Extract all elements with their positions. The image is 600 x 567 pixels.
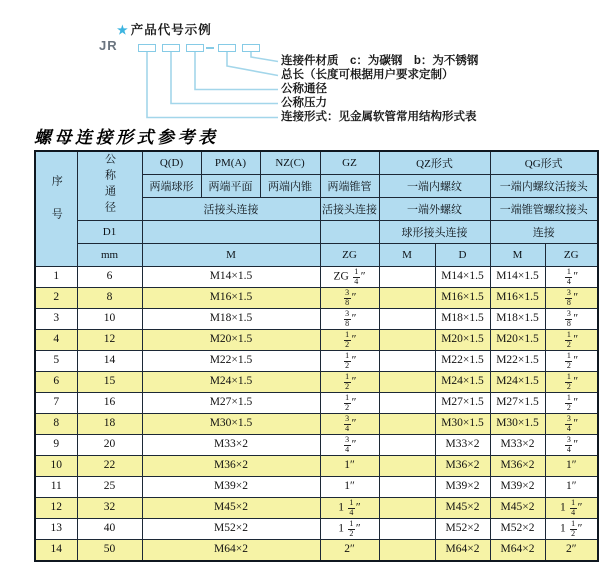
cell-qg-m: M18×1.5 <box>490 309 545 330</box>
header-sub-m: M <box>142 244 320 267</box>
table-row <box>35 414 598 435</box>
diagram-heading-text: 产品代号示例 <box>130 23 212 37</box>
cell-seq: 10 <box>35 456 77 477</box>
cell-m: M18×1.5 <box>142 309 320 330</box>
cell-qg-m: M16×1.5 <box>490 288 545 309</box>
header-col-q: Q(D) <box>142 151 201 175</box>
cell-qz-d: M22×1.5 <box>435 351 490 372</box>
cell-m: M33×2 <box>142 435 320 456</box>
cell-seq: 3 <box>35 309 77 330</box>
cell-m: M14×1.5 <box>142 267 320 288</box>
cell-seq: 6 <box>35 372 77 393</box>
header-unit: mm <box>77 244 142 267</box>
cell-zg: 1 $\frac{1}{4}$ ″ <box>320 498 379 519</box>
cell-zg: $\frac{3}{8}$ ″ <box>320 309 379 330</box>
table-row <box>35 519 598 540</box>
empty-cell <box>142 221 320 244</box>
header-sub-zg: ZG <box>320 244 379 267</box>
cell-qz-d: M24×1.5 <box>435 372 490 393</box>
diagram-label-diameter: 公称通径 <box>281 83 327 95</box>
cell-m: M39×2 <box>142 477 320 498</box>
cell-m: M36×2 <box>142 456 320 477</box>
cell-qz-d: M36×2 <box>435 456 490 477</box>
header-col-nz: NZ(C) <box>260 151 320 175</box>
header-sub-qz-m: M <box>379 244 435 267</box>
cell-qz-m <box>379 330 435 351</box>
header-sub-qz-d: D <box>435 244 490 267</box>
cell-seq: 1 <box>35 267 77 288</box>
header-sub-qg-m: M <box>490 244 545 267</box>
cell-qz-m <box>379 456 435 477</box>
cell-qz-d: M39×2 <box>435 477 490 498</box>
cell-seq: 11 <box>35 477 77 498</box>
cell-dn: 22 <box>77 456 142 477</box>
diagram-heading <box>117 20 212 38</box>
cell-seq: 13 <box>35 519 77 540</box>
table-row <box>35 435 598 456</box>
cell-qg-zg: $\frac{1}{2}$ ″ <box>545 372 598 393</box>
cell-m: M27×1.5 <box>142 393 320 414</box>
cell-zg: 1 $\frac{1}{2}$ ″ <box>320 519 379 540</box>
product-code-prefix: JR <box>99 38 118 53</box>
header-seq: 序号 <box>35 151 77 267</box>
cell-qg-m: M30×1.5 <box>490 414 545 435</box>
table-header <box>35 151 598 267</box>
cell-dn: 25 <box>77 477 142 498</box>
table-row <box>35 267 598 288</box>
header-qz-desc2: 一端外螺纹 <box>379 198 490 221</box>
cell-m: M24×1.5 <box>142 372 320 393</box>
header-qg-conn: 连接 <box>490 221 598 244</box>
diagram-label-length: 总长（长度可根据用户要求定制） <box>281 69 454 81</box>
header-col-qg: QG形式 <box>490 151 598 175</box>
cell-dn: 40 <box>77 519 142 540</box>
table-row <box>35 393 598 414</box>
cell-qg-m: M24×1.5 <box>490 372 545 393</box>
cell-qg-m: M39×2 <box>490 477 545 498</box>
cell-qg-zg: 1 $\frac{1}{2}$ ″ <box>545 519 598 540</box>
table-title: 螺母连接形式参考表 <box>34 128 219 147</box>
header-pm-desc: 两端平面 <box>201 175 260 198</box>
cell-qg-zg: $\frac{1}{2}$ ″ <box>545 393 598 414</box>
cell-qg-m: M20×1.5 <box>490 330 545 351</box>
diagram-label-connection: 连接形式：见金属软管常用结构形式表 <box>281 111 477 123</box>
cell-qz-m <box>379 435 435 456</box>
code-box-4 <box>218 44 236 52</box>
header-qg-desc2: 一端锥管螺纹接头 <box>490 198 598 221</box>
cell-qz-d: M14×1.5 <box>435 267 490 288</box>
header-sub-qg-zg: ZG <box>545 244 598 267</box>
header-nz-desc: 两端内锥 <box>260 175 320 198</box>
cell-m: M64×2 <box>142 540 320 562</box>
cell-m: M52×2 <box>142 519 320 540</box>
cell-qz-d: M64×2 <box>435 540 490 562</box>
cell-qg-zg: $\frac{3}{8}$ ″ <box>545 288 598 309</box>
cell-zg: $\frac{1}{2}$ ″ <box>320 372 379 393</box>
cell-qg-m: M14×1.5 <box>490 267 545 288</box>
cell-seq: 8 <box>35 414 77 435</box>
table-row <box>35 372 598 393</box>
cell-zg: $\frac{3}{4}$ ″ <box>320 435 379 456</box>
cell-dn: 20 <box>77 435 142 456</box>
cell-qg-zg: $\frac{3}{4}$ ″ <box>545 435 598 456</box>
cell-qz-d: M52×2 <box>435 519 490 540</box>
cell-qg-m: M52×2 <box>490 519 545 540</box>
cell-qg-zg: $\frac{1}{2}$ ″ <box>545 330 598 351</box>
cell-qg-m: M64×2 <box>490 540 545 562</box>
header-d1: D1 <box>77 221 142 244</box>
cell-zg: $\frac{1}{2}$ ″ <box>320 351 379 372</box>
cell-qz-m <box>379 519 435 540</box>
table-row <box>35 498 598 519</box>
cell-qz-m <box>379 351 435 372</box>
header-qz-desc: 一端内螺纹 <box>379 175 490 198</box>
header-col-gz: GZ <box>320 151 379 175</box>
cell-m: M45×2 <box>142 498 320 519</box>
cell-qz-m <box>379 372 435 393</box>
table-row <box>35 351 598 372</box>
diagram-label-pressure: 公称压力 <box>281 97 327 109</box>
cell-zg: $\frac{3}{4}$ ″ <box>320 414 379 435</box>
code-separator <box>206 47 214 49</box>
empty-cell <box>320 221 379 244</box>
cell-qz-d: M30×1.5 <box>435 414 490 435</box>
cell-qz-m <box>379 393 435 414</box>
cell-qz-m <box>379 540 435 562</box>
cell-m: M30×1.5 <box>142 414 320 435</box>
cell-m: M22×1.5 <box>142 351 320 372</box>
table-row <box>35 309 598 330</box>
cell-qz-m <box>379 267 435 288</box>
code-box-3 <box>186 44 204 52</box>
cell-qg-zg: $\frac{3}{8}$ ″ <box>545 309 598 330</box>
cell-zg: $\frac{1}{2}$ ″ <box>320 330 379 351</box>
header-gz-conn: 活接头连接 <box>320 198 379 221</box>
cell-qg-zg: 1″ <box>545 477 598 498</box>
cell-zg: $\frac{1}{2}$ ″ <box>320 393 379 414</box>
cell-qg-m: M27×1.5 <box>490 393 545 414</box>
cell-zg: 1″ <box>320 456 379 477</box>
cell-zg: 1″ <box>320 477 379 498</box>
diagram-label-material: 连接件材质 c：为碳钢 b：为不锈钢 <box>281 55 479 67</box>
cell-qg-zg: 1″ <box>545 456 598 477</box>
cell-seq: 4 <box>35 330 77 351</box>
cell-dn: 6 <box>77 267 142 288</box>
star-icon: ★ <box>117 23 129 37</box>
cell-seq: 9 <box>35 435 77 456</box>
header-col-pm: PM(A) <box>201 151 260 175</box>
cell-zg: 2″ <box>320 540 379 562</box>
table-row <box>35 456 598 477</box>
cell-dn: 12 <box>77 330 142 351</box>
cell-dn: 14 <box>77 351 142 372</box>
cell-qg-m: M45×2 <box>490 498 545 519</box>
cell-qg-zg: 2″ <box>545 540 598 562</box>
cell-m: M16×1.5 <box>142 288 320 309</box>
cell-seq: 5 <box>35 351 77 372</box>
cell-qz-d: M20×1.5 <box>435 330 490 351</box>
code-box-2 <box>162 44 180 52</box>
cell-qz-d: M18×1.5 <box>435 309 490 330</box>
header-col-qz: QZ形式 <box>379 151 490 175</box>
cell-seq: 7 <box>35 393 77 414</box>
table-row <box>35 288 598 309</box>
cell-qz-m <box>379 288 435 309</box>
cell-qg-zg: 1 $\frac{1}{4}$ ″ <box>545 498 598 519</box>
cell-qz-m <box>379 498 435 519</box>
cell-seq: 12 <box>35 498 77 519</box>
code-box-5 <box>242 44 260 52</box>
cell-qg-zg: $\frac{3}{4}$ ″ <box>545 414 598 435</box>
header-qg-desc: 一端内螺纹活接头 <box>490 175 598 198</box>
cell-zg: ZG $\frac{1}{4}$ ″ <box>320 267 379 288</box>
header-q-desc: 两端球形 <box>142 175 201 198</box>
cell-dn: 10 <box>77 309 142 330</box>
cell-qg-m: M22×1.5 <box>490 351 545 372</box>
cell-m: M20×1.5 <box>142 330 320 351</box>
cell-seq: 2 <box>35 288 77 309</box>
cell-dn: 50 <box>77 540 142 562</box>
cell-dn: 8 <box>77 288 142 309</box>
cell-qg-m: M36×2 <box>490 456 545 477</box>
table-row <box>35 330 598 351</box>
cell-qz-d: M27×1.5 <box>435 393 490 414</box>
header-qz-conn: 球形接头连接 <box>379 221 490 244</box>
code-box-1 <box>138 44 156 52</box>
header-dn: 公称通径 <box>77 151 142 221</box>
cell-qg-zg: $\frac{1}{4}$ ″ <box>545 267 598 288</box>
cell-qg-zg: $\frac{1}{2}$ ″ <box>545 351 598 372</box>
cell-dn: 16 <box>77 393 142 414</box>
nut-connection-table <box>34 150 599 562</box>
cell-dn: 15 <box>77 372 142 393</box>
header-union-conn: 活接头连接 <box>142 198 320 221</box>
cell-qz-d: M45×2 <box>435 498 490 519</box>
table-row <box>35 477 598 498</box>
table-body <box>35 267 598 562</box>
cell-qz-m <box>379 309 435 330</box>
cell-seq: 14 <box>35 540 77 562</box>
cell-qz-d: M33×2 <box>435 435 490 456</box>
cell-qg-m: M33×2 <box>490 435 545 456</box>
header-gz-desc: 两端锥管 <box>320 175 379 198</box>
table-row <box>35 540 598 562</box>
cell-dn: 32 <box>77 498 142 519</box>
cell-dn: 18 <box>77 414 142 435</box>
cell-qz-d: M16×1.5 <box>435 288 490 309</box>
cell-zg: $\frac{3}{8}$ ″ <box>320 288 379 309</box>
cell-qz-m <box>379 477 435 498</box>
cell-qz-m <box>379 414 435 435</box>
